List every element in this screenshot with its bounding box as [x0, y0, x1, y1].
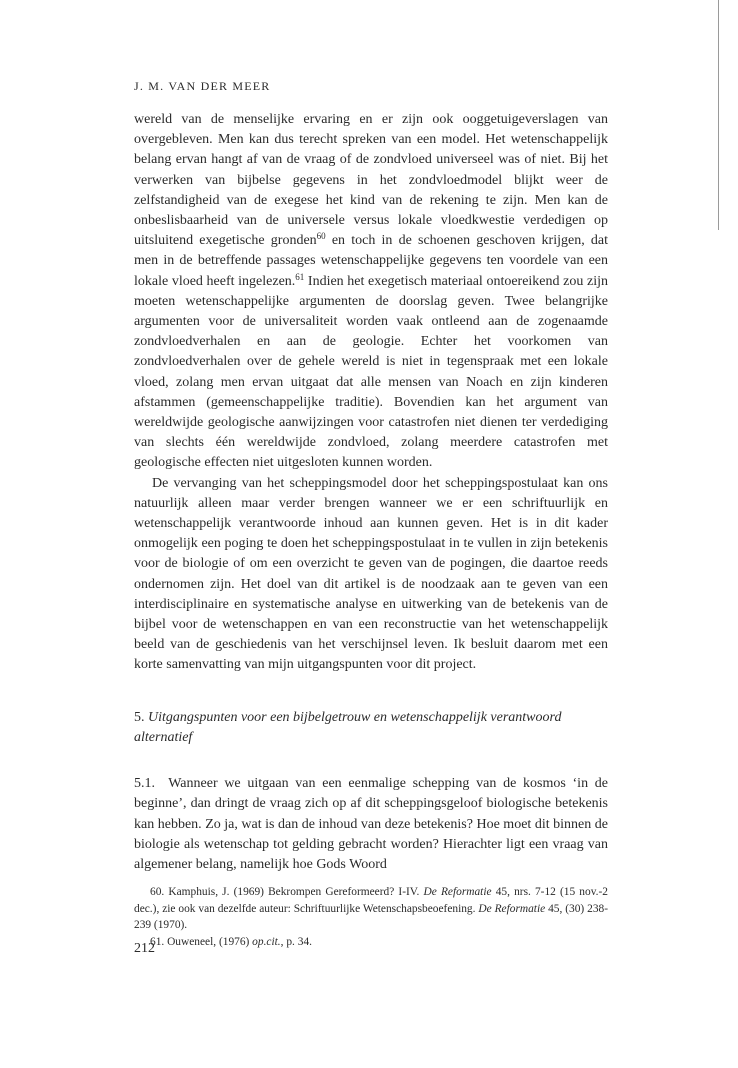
running-head: J. M. VAN DER MEER [134, 79, 271, 93]
paragraph-1-text-c: Indien het exegetisch materiaal ontoereikend zou zijn moeten wetenschappelijke argumenten de doorslag geven. Twee belangrijke argumenten voor de universaliteit worden vaak ontleend aan de zogenaamde zondvloedverhalen en aan de geologie. Echter het voorkomen van zondvloedverhalen over de gehele wereld is niet in tegenspraak met een lokale vloed, zolang men ervan uitgaat dat alle mensen van Noach en zijn kinderen afstammen (gemeenschappelijke traditie). Bovendien kan het argument van wereldwijde geologische aanwijzingen voor catastrofen niet dienen ter verdediging van slechts één wereldwijde zondvloed, zolang meerdere catastrofen met geologische effecten niet uitgesloten kunnen worden. [134, 273, 608, 471]
paragraph-2: De vervanging van het scheppingsmodel door het scheppingspostulaat kan ons natuurlijk alleen maar verder brengen wanneer we er een schriftuurlijk en wetenschappelijk verantwoorde inhoud aan kunnen geven. Het is in dit kader onmogelijk een poging te doen het scheppingspostulaat in te vullen in zijn betekenis voor de biologie of om een overzicht te geven van de pogingen, die daartoe reeds ondernomen zijn. Het doel van dit artikel is de noodzaak aan te geven van een interdisciplinaire en systematische analyse en uitwerking van de betekenis van de bijbel voor de wetenschappen en van een reconstructie van het wetenschappelijk beeld van de geschiedenis van het verschijnsel leven. Ik besluit daarom met een korte samenvatting van mijn uitgangspunten voor dit project. [134, 475, 608, 673]
section-title: Uitgangspunten voor een bijbelgetrouw en wetenschappelijk verantwoord alternatief [134, 709, 562, 745]
page-edge-line [718, 0, 719, 230]
body-text [134, 110, 608, 875]
footnote-61-text-a: 61. Ouweneel, (1976) [150, 935, 253, 948]
page-number: 212 [134, 941, 155, 956]
footnote-61 [134, 934, 608, 951]
paragraph-1-text-a: wereld van de menselijke ervaring en er zijn ook ooggetuigeverslagen van overgebleven. Men kan dus terecht spreken van een model. Het wetenschappelijk belang ervan hangt af van de vraag of de zondvloed universeel was of niet. Bij het verwerken van bijbelse gegevens in het zondvloedmodel blijkt weer de zelfstandigheid van de exegese het kind van de rekening te zijn. Men kan de onbeslisbaarheid van de universele versus lokale vloedkwestie verdedigen op uitsluitend exegetische gronden [134, 112, 608, 249]
footnote-60-journal-2: De Reformatie [478, 902, 546, 915]
footnote-60-text-c: 45, (30) 238-239 (1970). [134, 902, 609, 931]
footnote-ref-61[interactable]: 61 [295, 271, 305, 282]
section-number: 5. [134, 709, 145, 725]
footnote-60 [134, 884, 608, 934]
section-heading [134, 708, 608, 748]
subsection-text: Wanneer we uitgaan van een eenmalige schepping van de kosmos ‘in de beginne’, dan dringt de vraag zich op af dit scheppingsgeloof biologische betekenis kan hebben. Zo ja, wat is dan de inhoud van deze betekenis? Hoe moet dit binnen de biologie als wetenschap tot gelding gebracht worden? Hierachter ligt een vraag van algemener belang, namelijk hoe Gods Woord [134, 776, 609, 872]
footnote-ref-60[interactable]: 60 [316, 231, 326, 242]
paragraph-1 [134, 110, 608, 474]
footnote-61-opcit: op.cit. [252, 935, 281, 948]
footnote-61-text-b: , p. 34. [280, 935, 312, 948]
footnotes [134, 884, 608, 950]
subsection-number: 5.1. [134, 776, 155, 792]
footnote-60-text-a: 60. Kamphuis, J. (1969) Bekrompen Gereformeerd? I-IV. [150, 886, 424, 898]
footnote-60-journal: De Reformatie [423, 886, 492, 898]
footnote-60-text-b: 45, nrs. 7-12 (15 nov.-2 dec.), zie ook van dezelfde auteur: Schriftuurlijke Wetenschapsbeoefening. [134, 886, 608, 915]
paragraph-1-text-b: en toch in de schoenen geschoven krijgen, dat men in de betreffende passages wetenschappelijke gegevens ten voordele van een lokale vloed heeft ingelezen. [134, 233, 608, 289]
subsection-paragraph [134, 774, 608, 875]
